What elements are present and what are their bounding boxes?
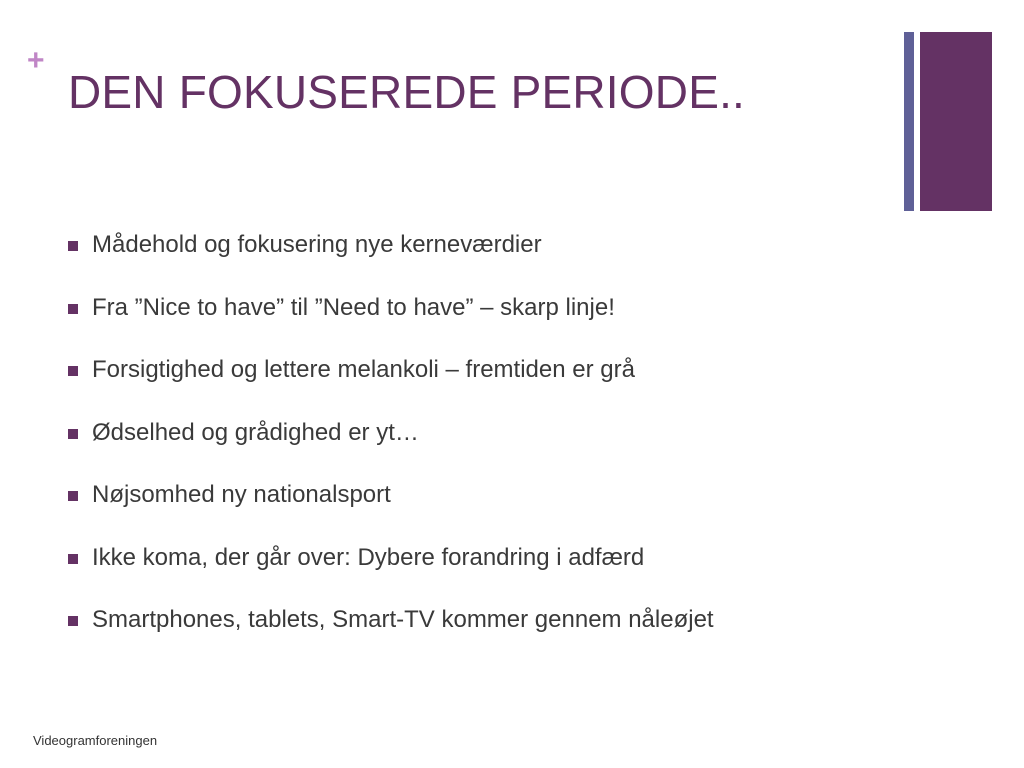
bullet-text: Forsigtighed og lettere melankoli – fremtiden er grå <box>92 356 635 383</box>
list-item <box>68 604 714 667</box>
decorative-thin-bar <box>904 32 914 211</box>
bullet-text: Nøjsomhed ny nationalsport <box>92 481 391 508</box>
list-item <box>68 479 714 542</box>
bullet-text: Mådehold og fokusering nye kerneværdier <box>92 231 542 258</box>
bullet-list <box>68 229 714 667</box>
square-bullet-icon <box>68 429 78 439</box>
square-bullet-icon <box>68 491 78 501</box>
bullet-text: Smartphones, tablets, Smart-TV kommer gennem nåleøjet <box>92 606 714 633</box>
slide-title: DEN FOKUSEREDE PERIODE.. <box>68 66 746 118</box>
square-bullet-icon <box>68 304 78 314</box>
square-bullet-icon <box>68 554 78 564</box>
list-item <box>68 354 714 417</box>
square-bullet-icon <box>68 366 78 376</box>
list-item <box>68 417 714 480</box>
list-item <box>68 229 714 292</box>
square-bullet-icon <box>68 241 78 251</box>
bullet-text: Fra ”Nice to have” til ”Need to have” – skarp linje! <box>92 293 615 321</box>
square-bullet-icon <box>68 616 78 626</box>
bullet-text: Ikke koma, der går over: Dybere forandring i adfærd <box>92 543 645 571</box>
plus-icon: + <box>27 44 45 77</box>
bullet-text: Ødselhed og grådighed er yt… <box>92 418 419 446</box>
list-item <box>68 292 714 355</box>
list-item <box>68 542 714 605</box>
footer-text: Videogramforeningen <box>33 733 158 748</box>
decorative-block <box>920 32 992 211</box>
